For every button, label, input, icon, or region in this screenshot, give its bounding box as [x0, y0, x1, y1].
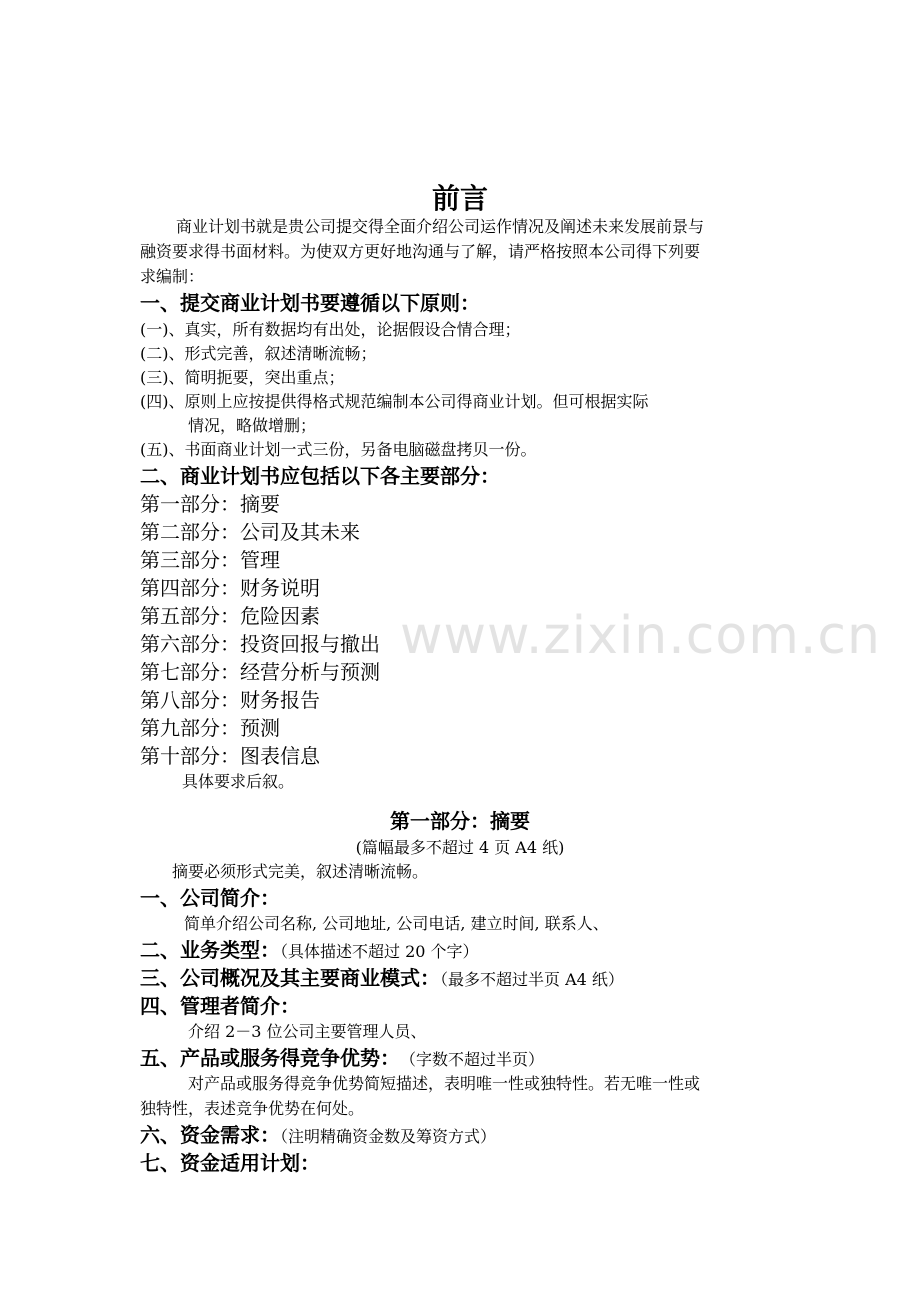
section-heading-principles: 一、提交商业计划书要遵循以下原则：: [140, 291, 480, 315]
competitive-advantage-text: 独特性，表述竞争优势在何处。: [140, 1099, 365, 1118]
business-type-label: 二、业务类型：: [140, 938, 280, 962]
section-heading-parts: 二、商业计划书应包括以下各主要部分：: [140, 464, 500, 488]
part-list-item: 第一部分：摘要: [140, 492, 280, 516]
part-list-item: 第七部分：经营分析与预测: [140, 660, 380, 684]
principle-item: (二)、形式完善，叙述清晰流畅；: [140, 344, 377, 363]
preface-paragraph-line: 融资要求得书面材料。为使双方更好地沟通与了解，请严格按照本公司得下列要: [140, 242, 701, 261]
principle-item-continuation: 情况，略做增删；: [188, 416, 317, 435]
manager-intro-text: 介绍 2－3 位公司主要管理人员、: [188, 1022, 427, 1041]
funding-needs-heading: [140, 1125, 496, 1145]
part-list-item: 第五部分：危险因素: [140, 604, 320, 628]
part-list-item: 第六部分：投资回报与撤出: [140, 632, 380, 656]
competitive-advantage-note: （字数不超过半页）: [408, 1050, 545, 1069]
preface-paragraph-line: 商业计划书就是贵公司提交得全面介绍公司运作情况及阐述未来发展前景与: [176, 217, 705, 236]
preface-title: 前言: [431, 182, 488, 215]
principle-item: (一)、真实，所有数据均有出处，论据假设合情合理；: [140, 320, 521, 339]
funding-needs-label: 六、资金需求：: [140, 1123, 280, 1147]
company-overview-heading: [140, 968, 624, 988]
part-list-item: 第八部分：财务报告: [140, 688, 320, 712]
part1-subtitle: (篇幅最多不超过 4 页 A4 纸): [355, 838, 565, 857]
principle-item: (五)、书面商业计划一式三份，另备电脑磁盘拷贝一份。: [140, 440, 537, 459]
company-overview-note: （最多不超过半页 A4 纸）: [440, 970, 624, 989]
competitive-advantage-heading: [140, 1048, 544, 1068]
part-list-item: 第四部分：财务说明: [140, 576, 320, 600]
part-list-item: 第九部分：预测: [140, 716, 280, 740]
preface-paragraph-line: 求编制：: [140, 267, 205, 286]
part1-title: 第一部分：摘要: [390, 809, 530, 833]
principle-item: (三)、简明扼要，突出重点；: [140, 368, 345, 387]
part-list-item: 第十部分：图表信息: [140, 744, 320, 768]
funding-needs-note: （注明精确资金数及筹资方式）: [280, 1127, 497, 1146]
competitive-advantage-text: 对产品或服务得竞争优势简短描述，表明唯一性或独特性。若无唯一性或: [188, 1074, 701, 1093]
principle-item: (四)、原则上应按提供得格式规范编制本公司得商业计划。但可根据实际: [140, 392, 649, 411]
watermark: www.zixin.com.cn: [400, 606, 881, 666]
business-type-heading: [140, 940, 479, 960]
part-list-item: 第二部分：公司及其未来: [140, 520, 360, 544]
part1-intro: 摘要必须形式完美，叙述清晰流畅。: [172, 862, 429, 881]
competitive-advantage-label: 五、产品或服务得竞争优势：: [140, 1046, 400, 1070]
parts-note: 具体要求后叙。: [182, 772, 295, 791]
company-intro-heading: 一、公司简介：: [140, 886, 280, 910]
company-overview-label: 三、公司概况及其主要商业模式：: [140, 966, 440, 990]
manager-intro-heading: 四、管理者简介：: [140, 994, 300, 1018]
business-type-note: （具体描述不超过 20 个字）: [280, 942, 479, 961]
part-list-item: 第三部分：管理: [140, 548, 280, 572]
funding-plan-heading: 七、资金适用计划：: [140, 1151, 320, 1175]
company-intro-text: 简单介绍公司名称, 公司地址, 公司电话, 建立时间, 联系人、: [184, 914, 609, 933]
